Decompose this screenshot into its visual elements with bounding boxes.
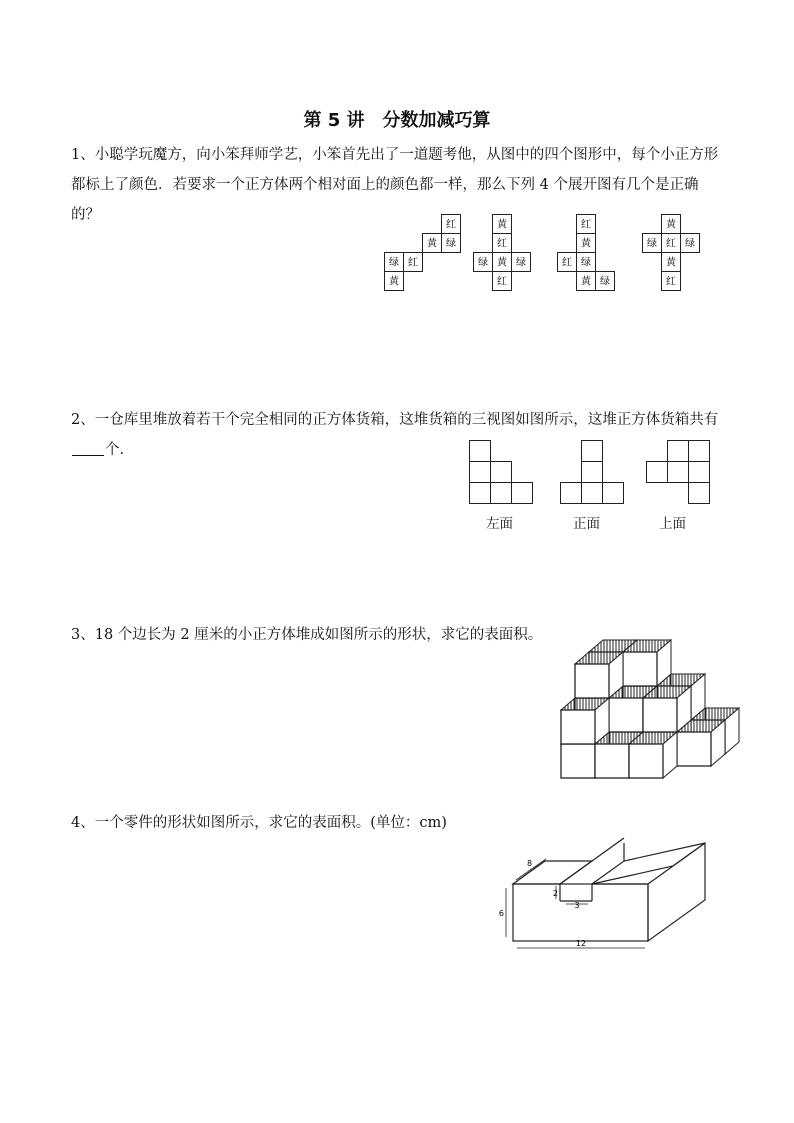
view-label-front: 正面: [573, 516, 600, 532]
net-cell-label: 红: [446, 219, 456, 231]
cube: [561, 698, 609, 744]
cube: [575, 652, 623, 698]
dim-length: 8: [527, 859, 533, 868]
net-cell-label: 黄: [497, 219, 507, 231]
view-cell: [668, 441, 689, 462]
cube: [643, 686, 691, 732]
question-2-text-before: 2、一仓库里堆放着若干个完全相同的正方体货箱，这堆货箱的三视图如图所示，这堆正方体货箱共有: [71, 412, 719, 428]
question-1-nets: [384, 214, 724, 304]
question-3-cube-stack-figure: [555, 642, 715, 782]
net-cell-label: 黄: [581, 238, 591, 250]
net-cell-label: 绿: [446, 238, 456, 250]
view-cell: [470, 483, 491, 504]
net-cell-label: 黄: [666, 257, 676, 269]
question-2-text-after: 个．: [105, 442, 134, 458]
view-cell: [689, 483, 710, 504]
net-cell-label: 红: [497, 238, 507, 250]
net-cell-label: 绿: [647, 238, 657, 250]
net-cell-label: 红: [666, 238, 676, 250]
question-4-text: 4、一个零件的形状如图所示，求它的表面积。(单位：cm): [71, 815, 447, 831]
net-cell-label: 红: [581, 219, 591, 231]
view-cell: [647, 462, 668, 483]
net-cell-label: 红: [497, 276, 507, 288]
dim-groove-depth: 2: [552, 889, 558, 898]
dim-height: 6: [498, 909, 504, 918]
view-cell: [689, 462, 710, 483]
dim-groove-width: 3: [574, 901, 580, 910]
cube: [677, 720, 725, 766]
cube-net-4: [643, 215, 700, 291]
view-cell: [603, 483, 624, 504]
question-1-text: 1、小聪学玩魔方，向小笨拜师学艺，小笨首先出了一道题考他，从图中的四个图形中，每个小正方形都标上了颜色．若要求一个正方体两个相对面上的颜色都一样，那么下列 4 个展开图有几个是正确的？: [71, 147, 719, 223]
view-grid-3: [647, 441, 710, 504]
view-cell: [491, 483, 512, 504]
page-title: 第 5 讲 分数加减巧算: [303, 110, 491, 131]
view-cell: [582, 483, 603, 504]
view-cell: [491, 462, 512, 483]
net-cell-label: 绿: [478, 257, 488, 269]
net-cell-label: 红: [562, 257, 572, 269]
view-label-left: 左面: [486, 516, 513, 532]
cube-net-2: [474, 215, 531, 291]
net-cell-label: 红: [408, 257, 418, 269]
net-cell-label: 红: [666, 276, 676, 288]
net-cell-label: 绿: [516, 257, 526, 269]
question-3-text: 3、18 个边长为 2 厘米的小正方体堆成如图所示的形状，求它的表面积。: [71, 627, 543, 643]
net-cell-label: 绿: [389, 257, 399, 269]
cube: [623, 640, 671, 686]
view-cell: [561, 483, 582, 504]
dim-width: 12: [575, 939, 587, 948]
net-cell-label: 绿: [581, 257, 591, 269]
net-cell-label: 黄: [427, 238, 437, 250]
cube: [629, 732, 677, 778]
view-grid-1: [470, 441, 533, 504]
net-cell-label: 黄: [389, 276, 399, 288]
answer-blank[interactable]: [72, 439, 104, 456]
cube-net-1: [385, 215, 461, 291]
view-cell: [582, 441, 603, 462]
view-cell: [470, 462, 491, 483]
view-cell: [668, 462, 689, 483]
question-4-part-figure: [498, 838, 718, 953]
view-cell: [470, 441, 491, 462]
view-grid-2: [561, 441, 624, 504]
net-cell-label: 黄: [581, 276, 591, 288]
view-label-top: 上面: [659, 516, 686, 532]
net-cell-label: 绿: [600, 276, 610, 288]
net-cell-label: 黄: [666, 219, 676, 231]
net-cell-label: 绿: [685, 238, 695, 250]
view-cell: [689, 441, 710, 462]
view-cell: [582, 462, 603, 483]
view-cell: [512, 483, 533, 504]
net-cell-label: 黄: [497, 257, 507, 269]
cube-net-3: [558, 215, 615, 291]
